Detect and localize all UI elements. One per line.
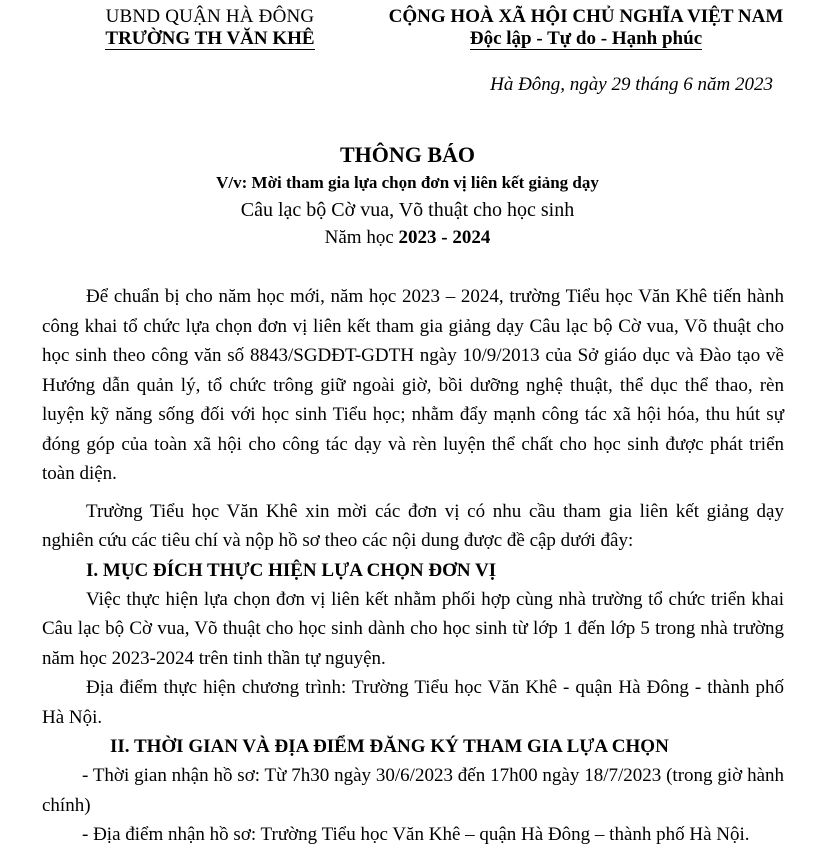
subject-line-school-year	[0, 224, 815, 252]
document-title: THÔNG BÁO	[339, 142, 476, 167]
school-year-value: 2023 - 2024	[398, 227, 491, 248]
document-body	[42, 282, 784, 850]
issuing-agency-block	[60, 6, 360, 50]
intro-paragraph: Để chuẩn bị cho năm học mới, năm học 2023 – 2024, trường Tiểu học Văn Khê tiến hành công khai tổ chức lựa chọn đơn vị liên kết tham gia giảng dạy Câu lạc bộ Cờ vua, Võ thuật cho học sinh theo công văn số 8843/SGDĐT-GDTH ngày 10/9/2013 của Sở giáo dục và Đào tạo về Hướng dẫn quản lý, tổ chức trông giữ ngoài giờ, bồi dưỡng nghệ thuật, thể dục thể thao, rèn luyện kỹ năng sống đối với học sinh Tiểu học; nhằm đẩy mạnh công tác xã hội hóa, thu hút sự đóng góp của toàn xã hội cho công tác dạy và rèn luyện thể chất cho học sinh được phát triển toàn diện.	[42, 286, 784, 484]
country-name: CỘNG HOÀ XÃ HỘI CHỦ NGHĨA VIỆT NAM	[388, 6, 784, 27]
title-block	[0, 140, 815, 252]
invitation-paragraph: Trường Tiểu học Văn Khê xin mời các đơn vị có nhu cầu tham gia liên kết giảng dạy nghiên cứu các tiêu chí và nộp hồ sơ theo các nội dung được đề cập dưới đây:	[42, 500, 784, 551]
subject-line: V/v: Mời tham gia lựa chọn đơn vị liên kết giảng dạy	[216, 173, 599, 192]
dateline: Hà Đông, ngày 29 tháng 6 năm 2023	[490, 74, 773, 95]
national-heading-block	[376, 6, 796, 50]
school-name: TRƯỜNG TH VĂN KHÊ	[105, 28, 315, 49]
national-motto: Độc lập - Tự do - Hạnh phúc	[469, 28, 703, 49]
section-1-location-paragraph: Địa điểm thực hiện chương trình: Trường Tiểu học Văn Khê - quận Hà Đông - thành phố Hà Nội.	[42, 677, 784, 728]
section-2-time-item: - Thời gian nhận hồ sơ: Từ 7h30 ngày 30/6/2023 đến 17h00 ngày 18/7/2023 (trong giờ hành chính)	[42, 765, 784, 816]
section-2-location-item: - Địa điểm nhận hồ sơ: Trường Tiểu học Văn Khê – quận Hà Đông – thành phố Hà Nội.	[82, 824, 750, 845]
school-year-prefix: Năm học	[324, 227, 399, 248]
section-1-purpose-paragraph: Việc thực hiện lựa chọn đơn vị liên kết nhằm phối hợp cùng nhà trường tổ chức triển khai Câu lạc bộ Cờ vua, Võ thuật cho học sinh dành cho học sinh từ lớp 1 đến lớp 5 trong nhà trường năm học 2023-2024 trên tinh thần tự nguyện.	[42, 588, 784, 669]
agency-name: UBND QUẬN HÀ ĐÔNG	[105, 6, 315, 27]
subject-line-club: Câu lạc bộ Cờ vua, Võ thuật cho học sinh	[240, 199, 575, 221]
section-2-heading: II. THỜI GIAN VÀ ĐỊA ĐIỂM ĐĂNG KÝ THAM GIA LỰA CHỌN	[110, 736, 669, 757]
section-1-heading: I. MỤC ĐÍCH THỰC HIỆN LỰA CHỌN ĐƠN VỊ	[86, 559, 497, 581]
